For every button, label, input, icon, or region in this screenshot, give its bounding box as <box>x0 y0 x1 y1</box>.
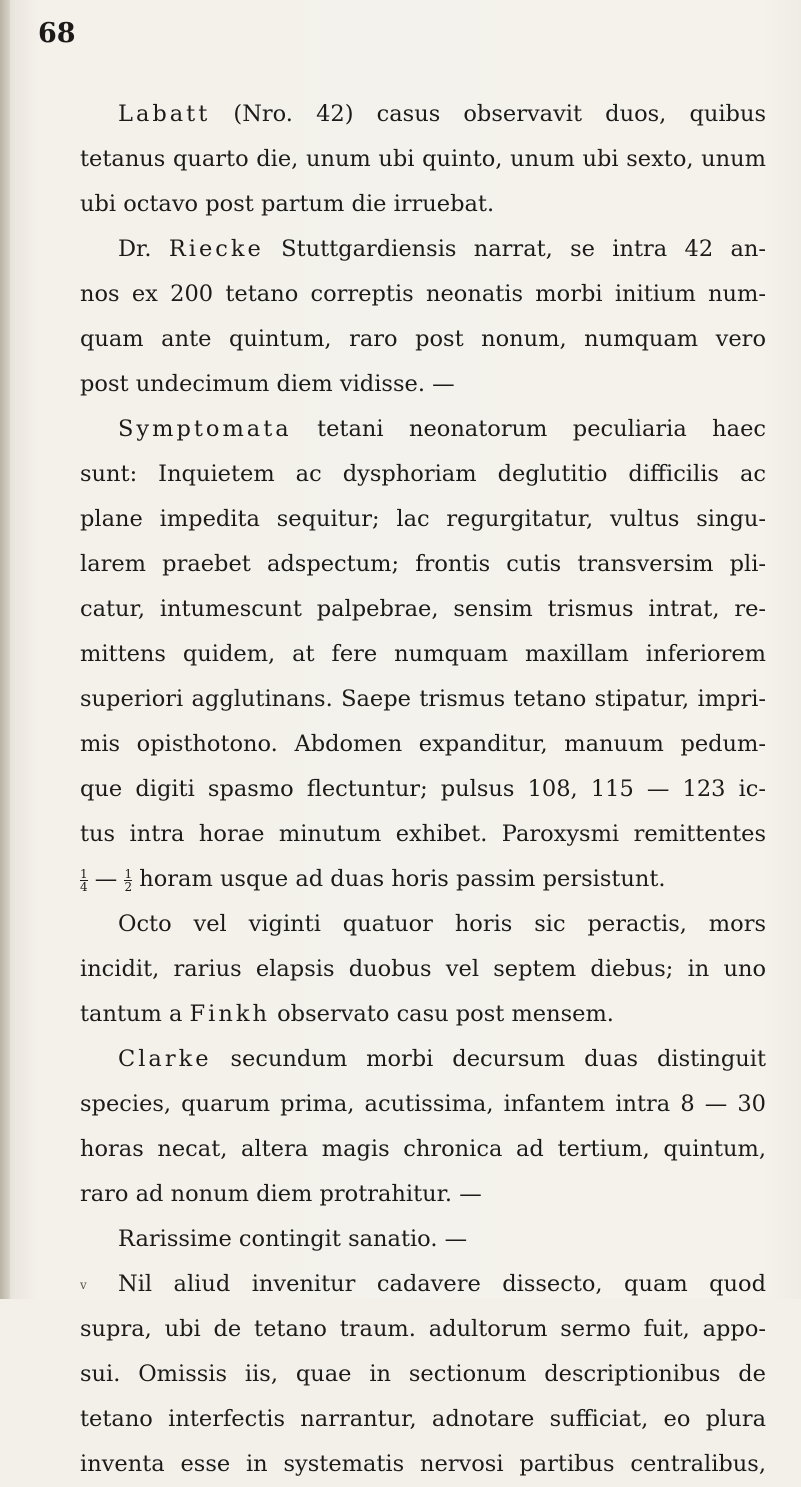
text-line: Rarissime contingit sanatio. — <box>118 1226 468 1252</box>
text-line: que digiti spasmo flectuntur; pulsus 108, 115 — 123 ic- <box>80 776 766 802</box>
page-number: 68 <box>38 18 76 49</box>
text-line: tantum a Finkh observato casu post mensem. <box>80 1001 614 1027</box>
text-line: horas necat, altera magis chronica ad tertium, quintum, <box>80 1136 766 1162</box>
body-text <box>80 92 766 1487</box>
text-line: tetanus quarto die, unum ubi quinto, unum ubi sexto, unum <box>80 146 766 172</box>
signature-mark: v <box>80 1278 87 1292</box>
text-line: incidit, rarius elapsis duobus vel septem diebus; in uno <box>80 956 766 982</box>
text-line: raro ad nonum diem protrahitur. — <box>80 1181 482 1207</box>
text-line: superiori agglutinans. Saepe trismus tetano stipatur, impri- <box>80 686 766 712</box>
text-line: Nil aliud invenitur cadavere dissecto, quam quod <box>118 1271 766 1297</box>
text-line: Labatt (Nro. 42) casus observavit duos, quibus <box>118 101 766 127</box>
text-line: plane impedita sequitur; lac regurgitatur, vultus singu- <box>80 506 766 532</box>
text-line: supra, ubi de tetano traum. adultorum sermo fuit, appo- <box>80 1316 766 1342</box>
fraction-half: $\frac{1}{2}$ <box>124 866 133 894</box>
text-line: Octo vel viginti quatuor horis sic peractis, mors <box>118 911 766 937</box>
text-line: sui. Omissis iis, quae in sectionum descriptionibus de <box>80 1361 766 1387</box>
text-line: sunt: Inquietem ac dysphoriam deglutitio difficilis ac <box>80 461 766 487</box>
text-line: tetano interfectis narrantur, adnotare sufficiat, eo plura <box>80 1406 766 1432</box>
text-line: larem praebet adspectum; frontis cutis transversim pli- <box>80 551 766 577</box>
text-line: catur, intumescunt palpebrae, sensim trismus intrat, re- <box>80 596 766 622</box>
text-line: post undecimum diem vidisse. — <box>80 371 455 397</box>
text-line: ubi octavo post partum die irruebat. <box>80 191 495 217</box>
text-line: tus intra horae minutum exhibet. Paroxysmi remittentes <box>80 821 766 847</box>
fraction-quarter: $\frac{1}{4}$ <box>80 866 88 894</box>
text-line: $\frac{1}{4}$ — $\frac{1}{2}$ horam usque ad duas horis passim persistunt. <box>80 866 666 894</box>
text-line: inventa esse in systematis nervosi partibus centralibus, <box>80 1451 766 1477</box>
page-binding-edge <box>0 0 10 1299</box>
text-line: species, quarum prima, acutissima, infantem intra 8 — 30 <box>80 1091 766 1117</box>
text-line: nos ex 200 tetano correptis neonatis morbi initium num- <box>80 281 766 307</box>
text-line: mittens quidem, at fere numquam maxillam inferiorem <box>80 641 766 667</box>
text-line: mis opisthotono. Abdomen expanditur, manuum pedum- <box>80 731 766 757</box>
text-line: Symptomata tetani neonatorum peculiaria haec <box>118 416 766 442</box>
text-line: Dr. Riecke Stuttgardiensis narrat, se intra 42 an- <box>118 236 766 262</box>
text-line: quam ante quintum, raro post nonum, numquam vero <box>80 326 766 352</box>
text-line: Clarke secundum morbi decursum duas distinguit <box>118 1046 766 1072</box>
